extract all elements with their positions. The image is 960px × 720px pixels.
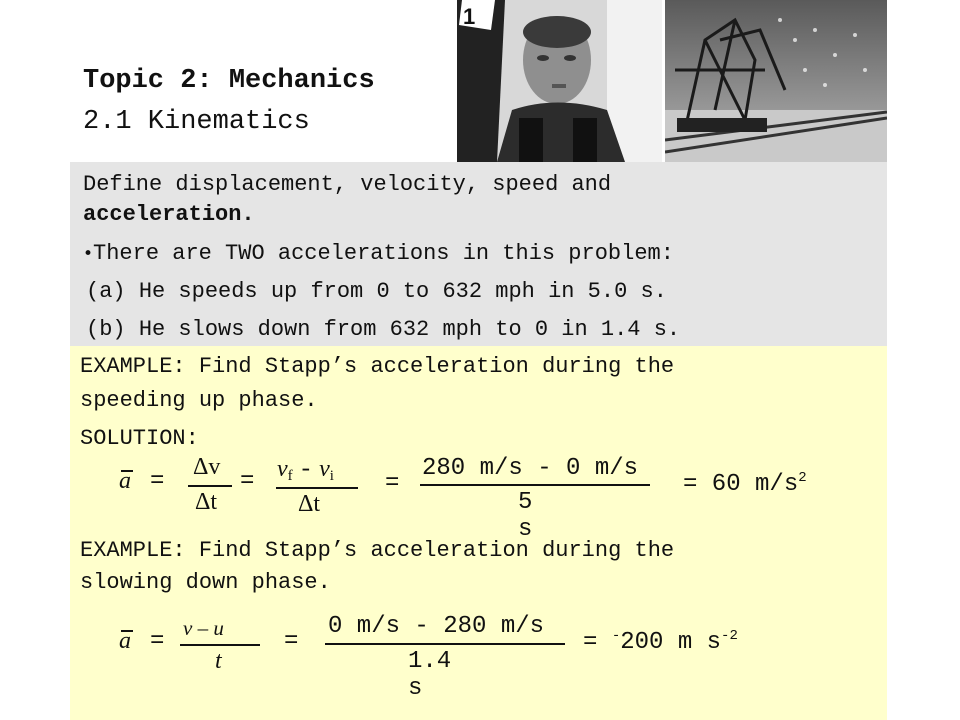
definition-line-2: acceleration. bbox=[83, 202, 255, 227]
eq1-frac2-num bbox=[277, 456, 334, 485]
eq2-result-equals: = bbox=[583, 629, 612, 656]
eq2-frac1-num: v – u bbox=[183, 616, 224, 640]
eq1-frac3-num: 280 m/s - 0 m/s bbox=[422, 455, 639, 482]
fraction-bar bbox=[188, 485, 232, 487]
eq1-equals: = bbox=[150, 468, 165, 495]
example-2-line-1: EXAMPLE: Find Stapp’s acceleration during the bbox=[80, 538, 675, 563]
list-item-text: He speeds up from 0 to 632 mph in 5.0 s. bbox=[138, 279, 667, 304]
v-final: v bbox=[277, 456, 288, 482]
eq1-equals-3: = bbox=[385, 470, 400, 497]
eq1-frac3-den: 5 s bbox=[518, 489, 533, 543]
eq1-result bbox=[683, 470, 807, 498]
subscript-i: i bbox=[329, 468, 334, 484]
list-item-label: (a) bbox=[86, 279, 126, 304]
portrait-photo bbox=[457, 0, 662, 162]
eq2-frac2-num: 0 m/s - 280 m/s bbox=[328, 613, 545, 640]
eq1-result-exponent: 2 bbox=[798, 470, 807, 486]
v-initial: v bbox=[319, 456, 330, 482]
bullet-text: There are TWO accelerations in this problem: bbox=[93, 241, 674, 266]
eq1-frac1-den: Δt bbox=[195, 489, 218, 515]
example-1-line-2: speeding up phase. bbox=[80, 388, 318, 413]
eq2-result-sign: - bbox=[611, 628, 621, 644]
definition-line-1: Define displacement, velocity, speed and bbox=[83, 172, 612, 197]
solution-label: SOLUTION: bbox=[80, 426, 199, 451]
rocket-sled-photo bbox=[665, 0, 887, 162]
fraction-bar bbox=[180, 644, 260, 646]
bullet-point bbox=[83, 239, 674, 269]
photo-tag: 1 bbox=[463, 4, 476, 29]
eq2-equals-2: = bbox=[284, 628, 299, 655]
fraction-bar bbox=[276, 487, 358, 489]
page-subtitle: 2.1 Kinematics bbox=[83, 107, 310, 137]
eq1-frac1-num: Δv bbox=[193, 454, 221, 480]
example-1-line-1: EXAMPLE: Find Stapp’s acceleration during the bbox=[80, 354, 675, 379]
list-item-label: (b) bbox=[86, 317, 126, 342]
eq2-frac2-den: 1.4 s bbox=[408, 648, 452, 702]
fraction-bar bbox=[325, 643, 565, 645]
example-2-line-2: slowing down phase. bbox=[80, 570, 331, 595]
minus-sign: - bbox=[298, 457, 314, 484]
eq2-frac1-den: t bbox=[215, 648, 222, 674]
eq1-lhs: a bbox=[119, 468, 131, 494]
eq2-result bbox=[583, 628, 738, 656]
eq1-frac2-den: Δt bbox=[298, 491, 321, 517]
list-item bbox=[86, 315, 680, 345]
fraction-bar bbox=[420, 484, 650, 486]
bullet-icon: • bbox=[83, 244, 94, 264]
eq1-equals-2: = bbox=[240, 468, 255, 495]
eq2-lhs: a bbox=[119, 628, 131, 654]
subscript-f: f bbox=[287, 468, 293, 484]
eq2-result-exponent: -2 bbox=[721, 628, 738, 644]
page-title: Topic 2: Mechanics bbox=[83, 66, 375, 96]
eq2-result-value: 200 m s bbox=[620, 629, 722, 656]
list-item-text: He slows down from 632 mph to 0 in 1.4 s. bbox=[138, 317, 681, 342]
eq1-result-value: = 60 m/s bbox=[683, 471, 799, 498]
eq2-equals: = bbox=[150, 628, 165, 655]
list-item bbox=[86, 277, 667, 307]
